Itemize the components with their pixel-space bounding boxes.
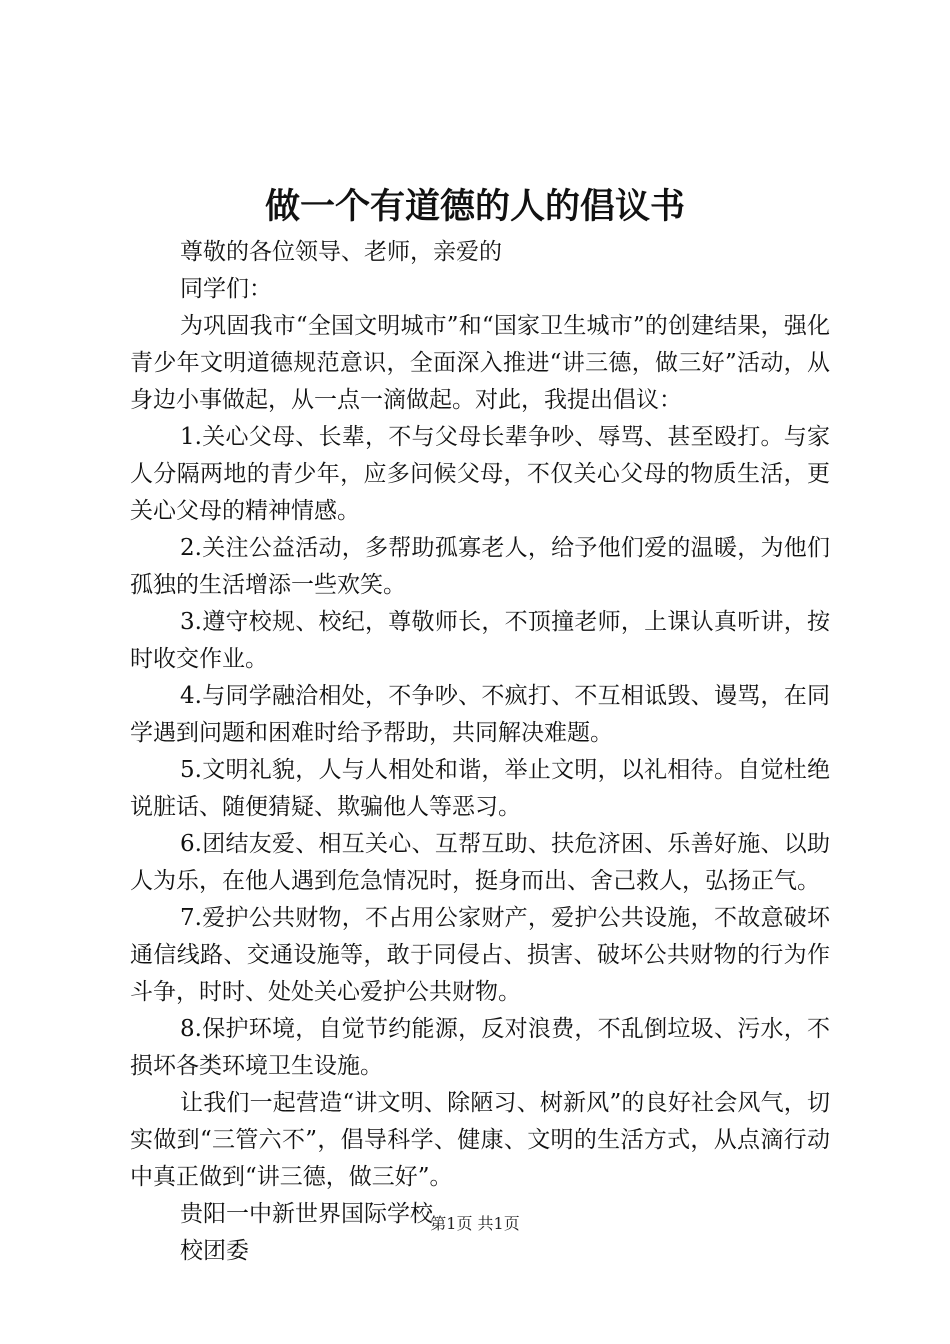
proposal-item-8: 8.保护环境，自觉节约能源，反对浪费，不乱倒垃圾、污水，不损坏各类环境卫生设施。	[130, 1016, 830, 1079]
salutation-line-1: 尊敬的各位领导、老师，亲爱的	[180, 239, 502, 265]
proposal-item-7: 7.爱护公共财物，不占用公家财产，爱护公共设施，不故意破坏通信线路、交通设施等，敢于同侵占、损害、破坏公共财物的行为作斗争，时时、处处关心爱护公共财物。	[130, 905, 830, 1005]
proposal-item-6: 6.团结友爱、相互关心、互帮互助、扶危济困、乐善好施、以助人为乐，在他人遇到危急情况时，挺身而出、舍己救人，弘扬正气。	[130, 831, 830, 894]
proposal-item-2: 2.关注公益活动，多帮助孤寡老人，给予他们爱的温暖，为他们孤独的生活增添一些欢笑。	[130, 535, 830, 598]
closing-paragraph: 让我们一起营造“讲文明、除陋习、树新风”的良好社会风气，切实做到“三管六不”，倡导科学、健康、文明的生活方式，从点滴行动中真正做到“讲三德，做三好”。	[130, 1090, 830, 1190]
intro-paragraph: 为巩固我市“全国文明城市”和“国家卫生城市”的创建结果，强化青少年文明道德规范意识，全面深入推进“讲三德，做三好”活动，从身边小事做起，从一点一滴做起。对此，我提出倡议：	[130, 313, 830, 413]
document-title: 做一个有道德的人的倡议书	[264, 186, 685, 227]
proposal-item-4: 4.与同学融洽相处，不争吵、不疯打、不互相诋毁、谩骂，在同学遇到问题和困难时给予帮助，共同解决难题。	[130, 683, 830, 746]
proposal-item-5: 5.文明礼貌，人与人相处和谐，举止文明，以礼相待。自觉杜绝说脏话、随便猜疑、欺骗他人等恶习。	[130, 757, 830, 820]
proposal-item-1: 1.关心父母、长辈，不与父母长辈争吵、辱骂、甚至殴打。与家人分隔两地的青少年，应多问候父母，不仅关心父母的物质生活，更关心父母的精神情感。	[130, 424, 830, 524]
page-footer: 第1页 共1页	[430, 1214, 520, 1233]
salutation-line-2: 同学们：	[180, 276, 272, 302]
signature-school: 贵阳一中新世界国际学校	[180, 1201, 433, 1227]
document-body	[130, 234, 830, 1270]
signature-committee: 校团委	[180, 1238, 249, 1264]
proposal-item-3: 3.遵守校规、校纪，尊敬师长，不顶撞老师，上课认真听讲，按时收交作业。	[130, 609, 830, 672]
